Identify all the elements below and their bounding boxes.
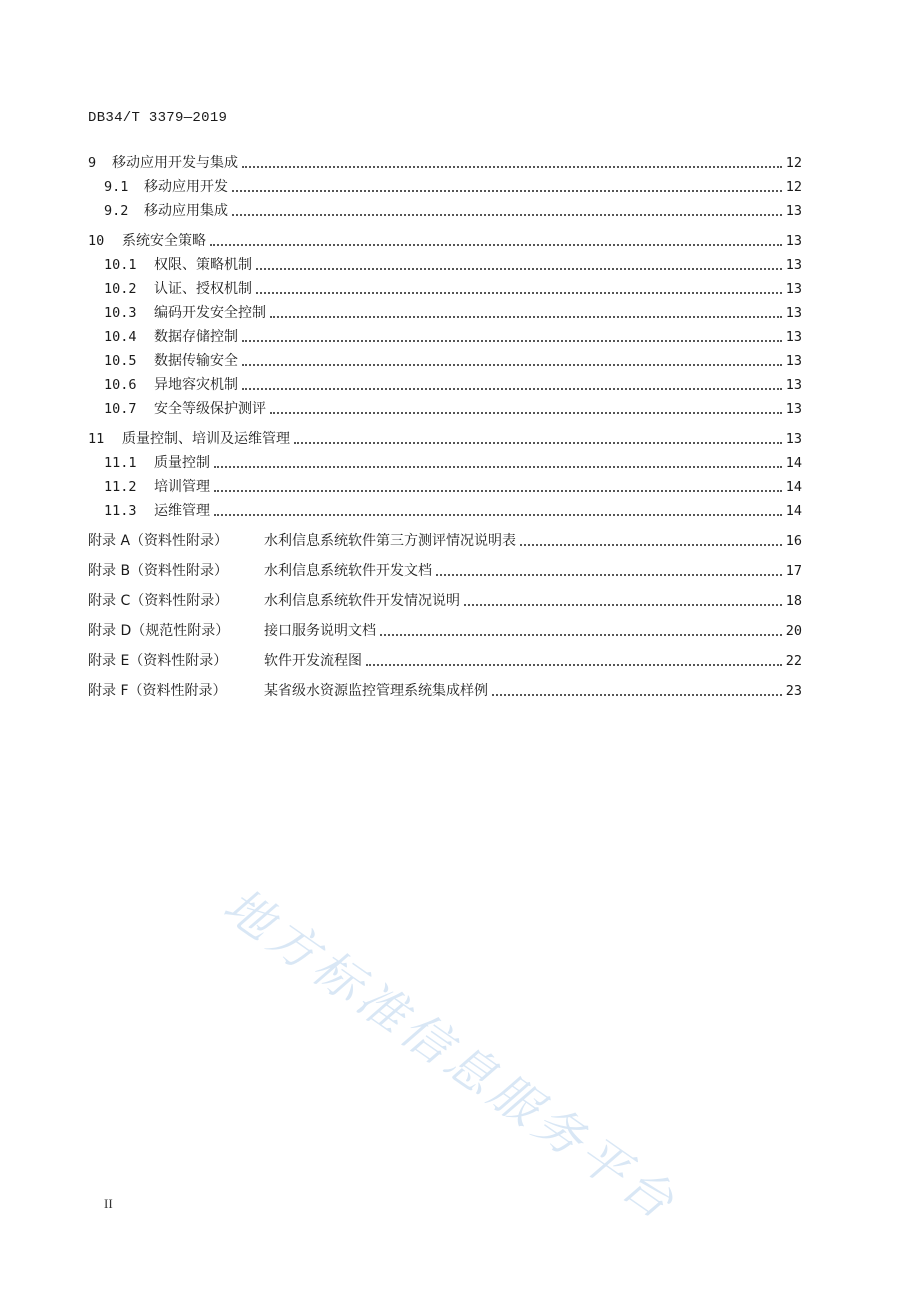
toc-entry-page: 12 (785, 155, 802, 171)
toc-dot-leader (232, 189, 782, 192)
toc-dot-leader (520, 543, 782, 546)
toc-entry[interactable] (88, 346, 802, 370)
toc-entry-number: 10.5 (104, 353, 137, 369)
toc-entry-title: 运维管理 (154, 503, 210, 519)
toc-dot-leader (366, 663, 782, 666)
toc-entry-number: 11.3 (104, 503, 137, 519)
toc-dot-leader (256, 267, 782, 270)
toc-entry-page: 13 (785, 203, 802, 219)
toc-entry[interactable] (88, 274, 802, 298)
toc-appendix-entry[interactable] (88, 616, 802, 640)
toc-entry-number: 9.2 (104, 203, 129, 219)
toc-entry-page: 13 (785, 401, 802, 417)
toc-entry-title: 培训管理 (154, 479, 210, 495)
toc-entry-title: 质量控制 (154, 455, 210, 471)
toc-dot-leader (214, 465, 782, 468)
toc-dot-leader (242, 363, 782, 366)
toc-dot-leader (256, 291, 782, 294)
toc-entry-page: 13 (785, 305, 802, 321)
watermark: 地方标准信息服务平台 (213, 877, 688, 1233)
toc-entry[interactable] (88, 370, 802, 394)
toc-entry-number: 10.3 (104, 305, 137, 321)
toc-entry-title: 移动应用开发 (144, 179, 228, 195)
toc-entry-page: 13 (785, 281, 802, 297)
toc-dot-leader (242, 339, 782, 342)
toc-entry-page: 13 (785, 353, 802, 369)
toc-entry-title: 系统安全策略 (122, 233, 206, 249)
toc-entry-page: 14 (785, 503, 802, 519)
toc-entry-title: 水利信息系统软件第三方测评情况说明表 (264, 533, 516, 549)
toc-entry-page: 13 (785, 329, 802, 345)
toc-appendix-entry[interactable] (88, 646, 802, 670)
toc-entry-number: 附录 B（资料性附录） (88, 563, 229, 579)
toc-entry-page: 20 (785, 623, 802, 639)
toc-entry-number: 10.4 (104, 329, 137, 345)
toc-appendix-entry[interactable] (88, 586, 802, 610)
toc-appendix-entry[interactable] (88, 556, 802, 580)
toc-entry-number: 9.1 (104, 179, 129, 195)
toc-entry[interactable] (88, 472, 802, 496)
toc-entry-number: 附录 E（资料性附录） (88, 653, 228, 669)
toc-dot-leader (492, 693, 782, 696)
toc-entry-title: 数据存储控制 (154, 329, 238, 345)
toc-entry-title: 安全等级保护测评 (154, 401, 266, 417)
toc-entry[interactable] (88, 322, 802, 346)
toc-entry-number: 10.6 (104, 377, 137, 393)
toc-entry-number: 11 (88, 431, 105, 447)
toc-entry[interactable] (88, 250, 802, 274)
toc-entry-number: 10.1 (104, 257, 137, 273)
toc-entry[interactable] (88, 448, 802, 472)
toc-entry-page: 14 (785, 479, 802, 495)
toc-entry-number: 附录 D（规范性附录） (88, 623, 230, 639)
toc-entry-number: 10.7 (104, 401, 137, 417)
toc-dot-leader (270, 315, 782, 318)
toc-entry-number: 9 (88, 155, 97, 171)
toc-entry[interactable] (88, 424, 802, 448)
toc-entry-title: 编码开发安全控制 (154, 305, 266, 321)
toc-entry-title: 异地容灾机制 (154, 377, 238, 393)
toc-dot-leader (270, 411, 782, 414)
toc-dot-leader (380, 633, 782, 636)
toc-dot-leader (242, 165, 782, 168)
toc-entry-title: 移动应用开发与集成 (112, 155, 238, 171)
toc-dot-leader (214, 513, 782, 516)
toc-entry-page: 17 (785, 563, 802, 579)
toc-entry[interactable] (88, 298, 802, 322)
toc-entry-number: 11.2 (104, 479, 137, 495)
toc-entry-number: 10.2 (104, 281, 137, 297)
toc-entry-number: 附录 A（资料性附录） (88, 533, 229, 549)
toc-dot-leader (214, 489, 782, 492)
toc-entry-title: 软件开发流程图 (264, 653, 362, 669)
toc-dot-leader (232, 213, 782, 216)
toc-entry-number: 附录 F（资料性附录） (88, 683, 227, 699)
toc-entry[interactable] (88, 496, 802, 520)
toc-entry-page: 16 (785, 533, 802, 549)
table-of-contents (88, 148, 802, 700)
toc-entry-title: 某省级水资源监控管理系统集成样例 (264, 683, 488, 699)
toc-entry[interactable] (88, 196, 802, 220)
toc-dot-leader (294, 441, 782, 444)
toc-entry-title: 接口服务说明文档 (264, 623, 376, 639)
toc-entry-title: 水利信息系统软件开发文档 (264, 563, 432, 579)
toc-entry-number: 11.1 (104, 455, 137, 471)
toc-entry[interactable] (88, 148, 802, 172)
toc-entry-page: 18 (785, 593, 802, 609)
toc-entry[interactable] (88, 226, 802, 250)
toc-entry-page: 23 (785, 683, 802, 699)
toc-entry-title: 数据传输安全 (154, 353, 238, 369)
toc-entry-number: 10 (88, 233, 105, 249)
toc-entry[interactable] (88, 394, 802, 418)
document-code: DB34/T 3379—2019 (88, 110, 228, 126)
toc-entry-title: 质量控制、培训及运维管理 (122, 431, 290, 447)
toc-entry[interactable] (88, 172, 802, 196)
toc-entry-page: 12 (785, 179, 802, 195)
toc-dot-leader (464, 603, 782, 606)
toc-entry-page: 13 (785, 233, 802, 249)
toc-appendix-entry[interactable] (88, 526, 802, 550)
toc-dot-leader (436, 573, 782, 576)
toc-dot-leader (242, 387, 782, 390)
page-number: II (104, 1196, 113, 1211)
toc-entry-page: 13 (785, 431, 802, 447)
toc-entry-page: 14 (785, 455, 802, 471)
toc-entry-page: 22 (785, 653, 802, 669)
toc-entry-title: 水利信息系统软件开发情况说明 (264, 593, 460, 609)
toc-appendix-entry[interactable] (88, 676, 802, 700)
toc-dot-leader (210, 243, 782, 246)
toc-entry-number: 附录 C（资料性附录） (88, 593, 229, 609)
toc-entry-page: 13 (785, 377, 802, 393)
toc-entry-title: 认证、授权机制 (154, 281, 252, 297)
toc-entry-page: 13 (785, 257, 802, 273)
toc-entry-title: 移动应用集成 (144, 203, 228, 219)
toc-entry-title: 权限、策略机制 (154, 257, 252, 273)
